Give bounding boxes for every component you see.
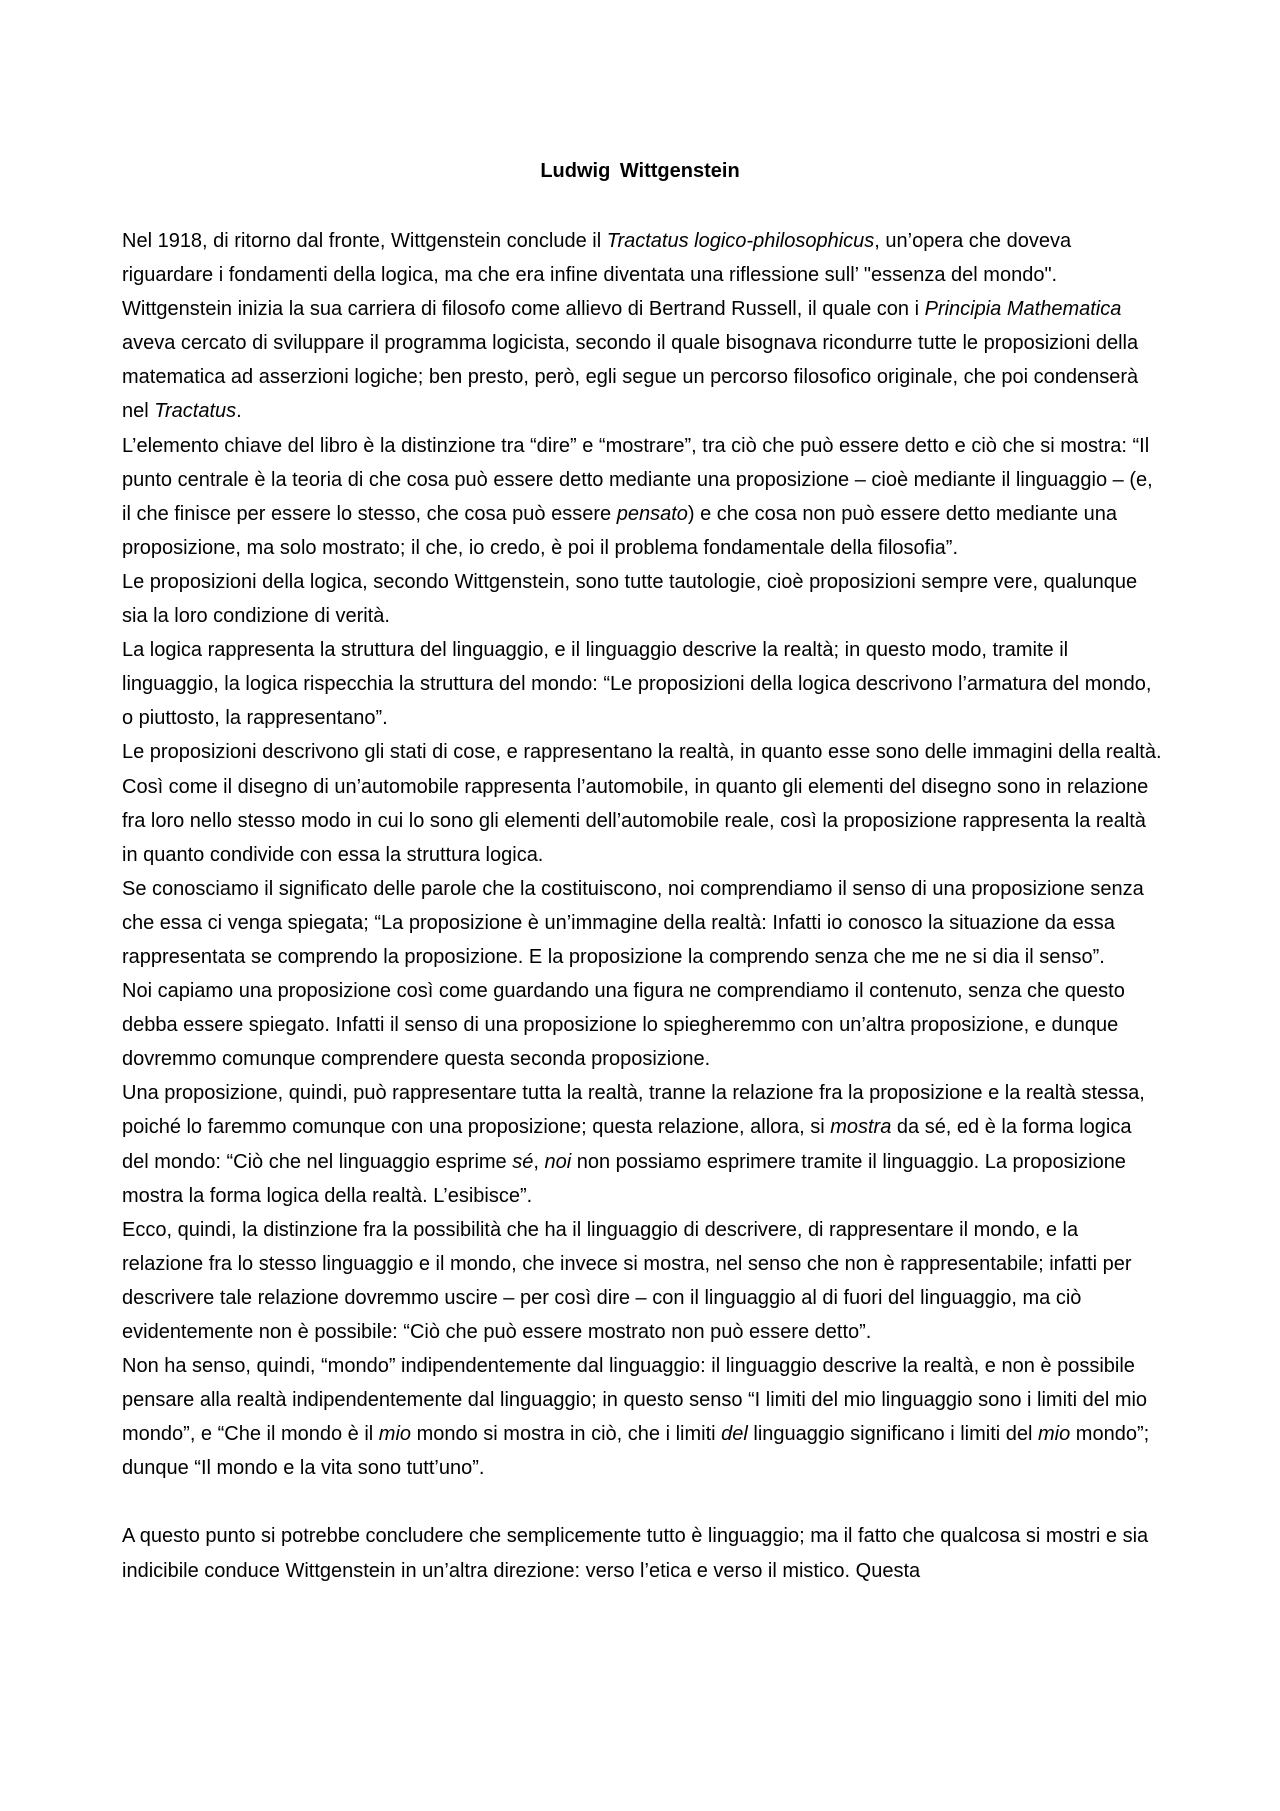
- italic-text-run: noi: [544, 1150, 572, 1173]
- text-run: non possiamo esprimere tramite il linguaggio. La proposizione mostra la forma logica della realtà. L’esibisce”.: [122, 1150, 1126, 1207]
- italic-text-run: pensato: [616, 502, 688, 525]
- paragraph: [122, 429, 1162, 565]
- text-run: Se conosciamo il significato delle parole che la costituiscono, noi comprendiamo il senso di una proposizione senza che essa ci venga spiegata; “La proposizione è un’immagine della realtà: Infatti io conosco la situazione da essa rappresentata se comprendo la proposizione. E la proposizione la comprendo senza che me ne si dia il senso”.: [122, 877, 1144, 968]
- text-run: mondo si mostra in ciò, che i limiti: [411, 1423, 722, 1446]
- text-run: A questo punto si potrebbe concludere che semplicemente tutto è linguaggio; ma il fatto che qualcosa si mostri e sia indicibile conduce Wittgenstein in un’altra direzione: verso l’etica e verso il mistico. Questa: [122, 1525, 1149, 1582]
- text-run: aveva cercato di sviluppare il programma logicista, secondo il quale bisognava ricondurre tutte le proposizioni della matematica ad asserzioni logiche; ben presto, però, egli segue un percorso filosofico originale, che poi condenserà nel: [122, 332, 1139, 423]
- text-run: Non ha senso, quindi, “mondo” indipendentemente dal linguaggio: il linguaggio descrive la realtà, e non è possibile pensare alla realtà indipendentemente dal linguaggio; in questo senso “I limiti del mio linguaggio sono i limiti del mio mondo”, e “Che il mondo è il: [122, 1355, 1148, 1446]
- italic-text-run: mio: [378, 1423, 412, 1446]
- paragraph: [122, 872, 1162, 974]
- italic-text-run: Tractatus: [154, 400, 237, 423]
- document-title: Ludwig Wittgenstein: [540, 160, 740, 182]
- text-run: Le proposizioni descrivono gli stati di cose, e rappresentano la realtà, in quanto esse sono delle immagini della realtà. Così come il disegno di un’automobile rappresenta l’automobile, in quanto gli elementi del disegno sono in relazione fra loro nello stesso modo in cui lo sono gli elementi dell’automobile reale, così la proposizione rappresenta la realtà in quanto condivide con essa la struttura logica.: [122, 741, 1162, 866]
- text-run: Le proposizioni della logica, secondo Wittgenstein, sono tutte tautologie, cioè proposizioni sempre vere, qualunque sia la loro condizione di verità.: [122, 570, 1138, 628]
- paragraph: [122, 735, 1162, 871]
- italic-text-run: sé: [512, 1150, 534, 1173]
- text-run: La logica rappresenta la struttura del linguaggio, e il linguaggio descrive la realtà; in questo modo, tramite il linguaggio, la logica rispecchia la struttura del mondo: “Le proposizioni della logica descrivono l’armatura del mondo, o piuttosto, la rappresentano”.: [122, 639, 1152, 730]
- paragraph: [122, 292, 1162, 428]
- paragraph: [122, 633, 1162, 735]
- paragraph: [122, 974, 1162, 1076]
- text-run: linguaggio significano i limiti del: [747, 1423, 1038, 1446]
- paragraph: [122, 1519, 1162, 1587]
- text-run: da sé, ed è la forma logica del mondo: “Ciò che nel linguaggio esprime: [122, 1116, 1132, 1173]
- document-body: [122, 224, 1162, 1588]
- text-run: Noi capiamo una proposizione così come guardando una figura ne comprendiamo il contenuto, senza che questo debba essere spiegato. Infatti il senso di una proposizione lo spiegheremmo con un’altra proposizione, e dunque dovremmo comunque comprendere questa seconda proposizione.: [122, 980, 1125, 1071]
- italic-text-run: del: [721, 1423, 748, 1446]
- paragraph: [122, 1076, 1162, 1212]
- text-run: Ecco, quindi, la distinzione fra la possibilità che ha il linguaggio di descrivere, di rappresentare il mondo, e la relazione fra lo stesso linguaggio e il mondo, che invece si mostra, nel senso che non è rappresentabile; infatti per descrivere tale relazione dovremmo uscire – per così dire – con il linguaggio al di fuori del linguaggio, ma ciò evidentemente non è possibile: “Ciò che può essere mostrato non può essere detto”.: [122, 1218, 1132, 1343]
- text-run: L’elemento chiave del libro è la distinzione tra “dire” e “mostrare”, tra ciò che può essere detto e ciò che si mostra: “Il punto centrale è la teoria di che cosa può essere detto mediante una proposizione – cioè mediante il linguaggio – (e, il che finisce per essere lo stesso, che cosa può essere: [122, 434, 1153, 525]
- paragraph: [122, 224, 1162, 292]
- italic-text-run: Principia Mathematica: [924, 298, 1122, 321]
- italic-text-run: mostra: [830, 1116, 892, 1139]
- text-run: Wittgenstein inizia la sua carriera di filosofo come allievo di Bertrand Russell, il quale con i: [122, 298, 925, 321]
- text-run: Una proposizione, quindi, può rappresentare tutta la realtà, tranne la relazione fra la proposizione e la realtà stessa, poiché lo faremmo comunque con una proposizione; questa relazione, allora, si: [122, 1082, 1145, 1139]
- text-run: ,: [533, 1150, 545, 1173]
- italic-text-run: mio: [1038, 1423, 1071, 1446]
- text-run: , un’opera che doveva riguardare i fondamenti della logica, ma che era infine diventata una riflessione sull’ "essenza del mondo".: [122, 230, 1072, 287]
- text-run: .: [236, 400, 242, 423]
- text-run: mondo”; dunque “Il mondo e la vita sono tutt’uno”.: [122, 1423, 1150, 1480]
- text-run: Nel 1918, di ritorno dal fronte, Wittgenstein conclude il: [122, 230, 607, 252]
- text-run: ) e che cosa non può essere detto mediante una proposizione, ma solo mostrato; il che, io credo, è poi il problema fondamentale della filosofia”.: [122, 502, 1118, 559]
- italic-text-run: Tractatus logico-philosophicus: [606, 230, 875, 252]
- paragraph: [122, 565, 1162, 633]
- paragraph: [122, 1213, 1162, 1349]
- paragraph: [122, 1349, 1162, 1485]
